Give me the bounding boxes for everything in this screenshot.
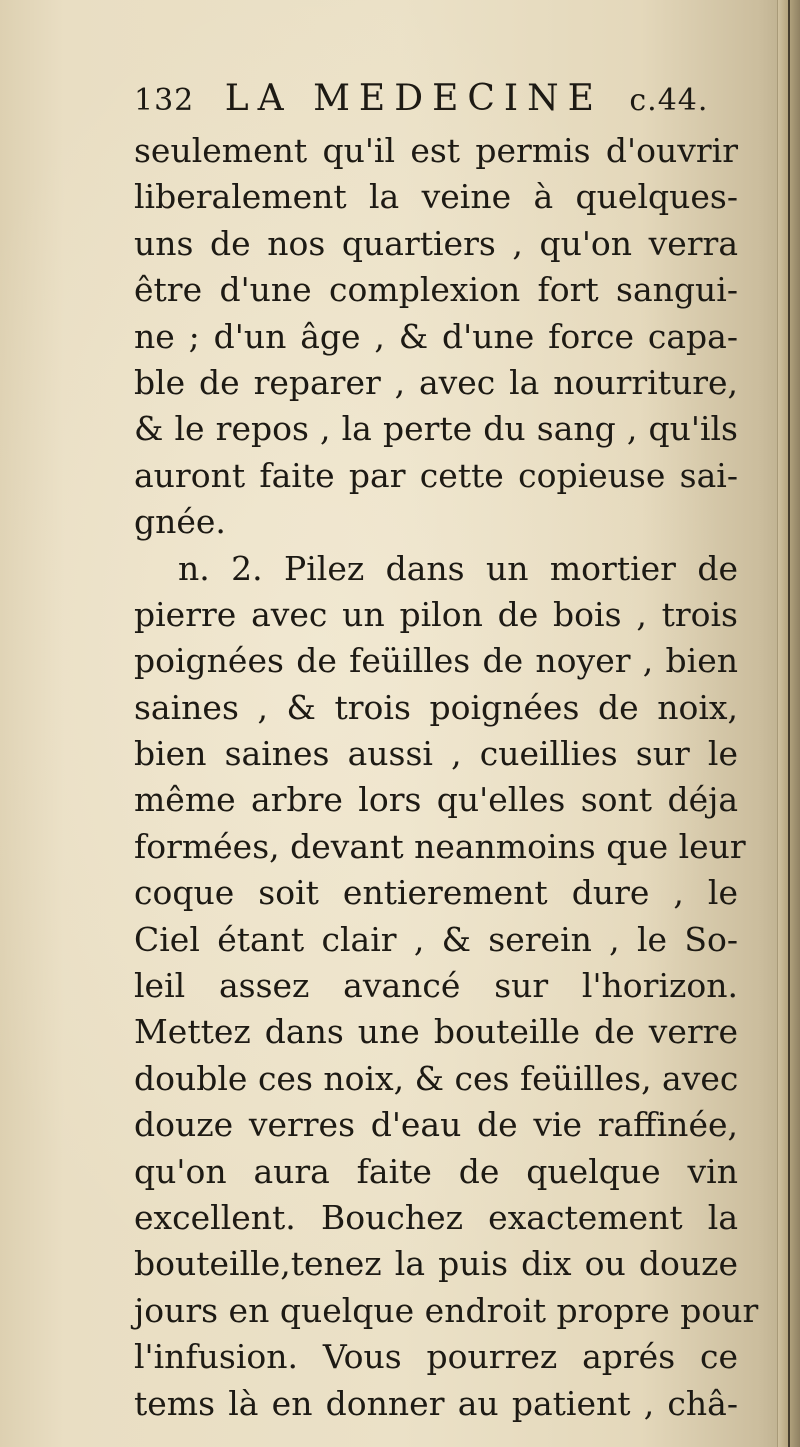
text-line: gnée. <box>134 502 226 542</box>
text-line: Mettez dans une bouteille de verre <box>134 1012 738 1052</box>
text-line: excellent. Bouchez exactement la <box>134 1197 738 1237</box>
text-line: formées, devant neanmoins que leur <box>134 826 746 866</box>
binding-edge <box>788 0 790 1447</box>
text-line: auront faite par cette copieuse sai- <box>134 455 738 495</box>
running-title: LA MEDECINE <box>224 78 603 119</box>
text-line: Ciel étant clair , & serein , le So- <box>134 919 738 959</box>
text-line: pierre avec un pilon de bois , trois <box>134 594 738 634</box>
text-line: qu'on aura faite de quelque vin <box>134 1151 738 1191</box>
text-line: coque soit entierement dure , le <box>134 873 738 913</box>
text-line: liberalement la veine à quelques- <box>134 177 738 217</box>
text-line: saines , & trois poignées de noix, <box>134 687 738 727</box>
text-line: & le repos , la perte du sang , qu'ils <box>134 409 738 449</box>
text-line: ne ; d'un âge , & d'une force capa- <box>134 316 738 356</box>
text-line: bien saines aussi , cueillies sur le <box>134 734 738 774</box>
text-line: tems là en donner au patient , châ- <box>134 1383 738 1423</box>
text-line: même arbre lors qu'elles sont déja <box>134 780 738 820</box>
text-line: ble de reparer , avec la nourriture, <box>134 362 738 402</box>
body-text <box>134 128 759 1427</box>
text-line: seulement qu'il est permis d'ouvrir <box>134 131 738 170</box>
text-line: double ces noix, & ces feüilles, avec <box>134 1058 739 1098</box>
text-line: poignées de feüilles de noyer , bien <box>134 641 738 681</box>
text-line: leil assez avancé sur l'horizon. <box>134 966 738 1006</box>
running-head <box>134 78 734 128</box>
text-line: être d'une complexion fort sangui- <box>134 270 738 310</box>
text-line: l'infusion. Vous pourrez aprés ce <box>134 1337 738 1377</box>
chapter-marker: c.44. <box>629 83 709 118</box>
paragraph-start-line: n. 2. Pilez dans un mortier de <box>178 548 738 588</box>
text-line: uns de nos quartiers , qu'on verra <box>134 223 738 263</box>
text-line: jours en quelque endroit propre pour <box>134 1290 759 1330</box>
page-number: 132 <box>134 83 195 118</box>
text-line: douze verres d'eau de vie raffinée, <box>134 1105 738 1145</box>
text-line: bouteille,tenez la puis dix ou douze <box>134 1244 738 1284</box>
